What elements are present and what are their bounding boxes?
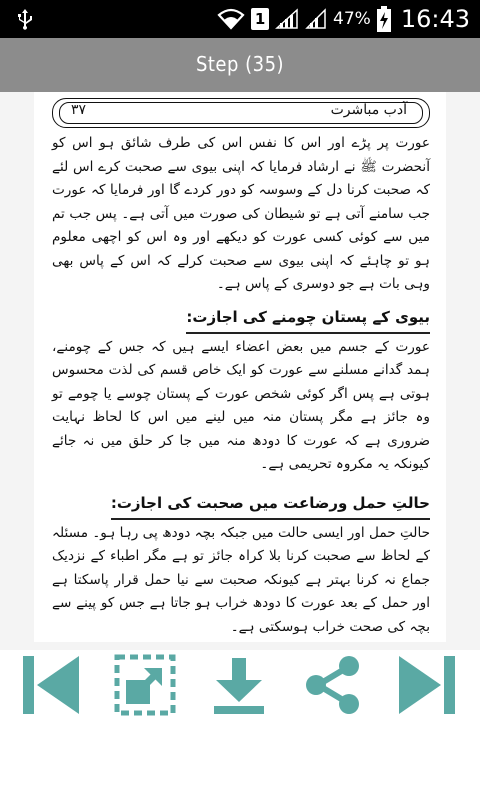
- app-title-bar: [0, 38, 480, 92]
- previous-page-button[interactable]: [20, 654, 82, 716]
- book-section-title: آدب مباشرت: [330, 102, 407, 118]
- wifi-icon: [217, 8, 245, 30]
- crop-expand-icon: [114, 654, 176, 716]
- paragraph-1: عورت پر پڑے اور اس کا نفس اس کی طرف شائق ہو اس کو آنحضرت ﷺ نے ارشاد فرمایا کہ اپنی بیوی سے صحبت کرے اس لئے کہ صحبت کرنا دل کے وسوسہ کو دور کردے گا اور فرمایا کہ عورت جب سامنے آتی ہے تو شیطان کی صورت میں آتی ہے۔ پس جب تم میں سے کوئی کسی عورت کو دیکھے اور وہ اس کو اچھی معلوم ہو تو چاہئے کہ اپنی بیوی سے صحبت کرلے کہ اس کے پاس بھی وہی بات ہے جو دوسری کے پاس ہے۔: [52, 135, 430, 292]
- sim-slot-indicator: 1: [251, 8, 269, 30]
- book-page-number: ۳۷: [71, 102, 87, 118]
- section-heading-1: بیوی کے پستان چومنے کی اجازت:: [186, 303, 430, 334]
- bottom-toolbar: [0, 650, 480, 800]
- page-title: Step (35): [195, 52, 285, 76]
- download-icon: [208, 654, 270, 716]
- clock: 16:43: [400, 5, 470, 33]
- paragraph-3: حالتِ حمل اور ایسی حالت میں جبکہ بچہ دودھ پی رہا ہو۔ مسئلہ کے لحاظ سے صحبت کرنا بلا کراہ جائز تو ہے مگر اطباء کے نزدیک جماع نہ کرنا بہتر ہے کیونکہ صحبت سے نیا حمل قرار پاسکتا ہے اور حمل کے بعد عورت کا دودھ خراب ہو جاتا ہے جس کو پینے سے بچہ کی صحت خراب ہوسکتی ہے۔: [52, 524, 430, 635]
- book-page-header: [52, 98, 430, 128]
- share-icon: [302, 654, 364, 716]
- section-heading-2: حالتِ حمل ورضاعت میں صحبت کی اجازت:: [111, 489, 430, 520]
- book-page[interactable]: [34, 92, 446, 642]
- paragraph-2: عورت کے جسم میں بعض اعضاء ایسے ہیں کہ جس کے چومنے، ہمد گدانے مسلنے سے عورت کو ایک خاص قسم کی لذت محسوس ہوتی ہے پس اگر کوئی شخص عورت کے پستان چوسے یا چومے تو وہ جائز ہے مگر پستان منہ میں لینے میں اس کا لحاظ نہایت ضروری ہے کہ عورت کا دودھ منہ میں جا کر حلق میں نہ جائے کیونکہ یہ مکروہ تحریمی ہے۔: [52, 338, 430, 472]
- battery-charging-icon: [377, 6, 391, 32]
- signal-2-icon: [305, 8, 327, 30]
- status-bar: [0, 0, 480, 38]
- skip-previous-icon: [21, 654, 81, 716]
- book-page-content: [52, 132, 430, 639]
- signal-icon: [275, 8, 299, 30]
- download-button[interactable]: [208, 654, 270, 716]
- usb-icon: [14, 8, 36, 30]
- next-page-button[interactable]: [396, 654, 458, 716]
- battery-percent: 47%: [333, 9, 371, 29]
- fit-page-button[interactable]: [114, 654, 176, 716]
- skip-next-icon: [397, 654, 457, 716]
- share-button[interactable]: [302, 654, 364, 716]
